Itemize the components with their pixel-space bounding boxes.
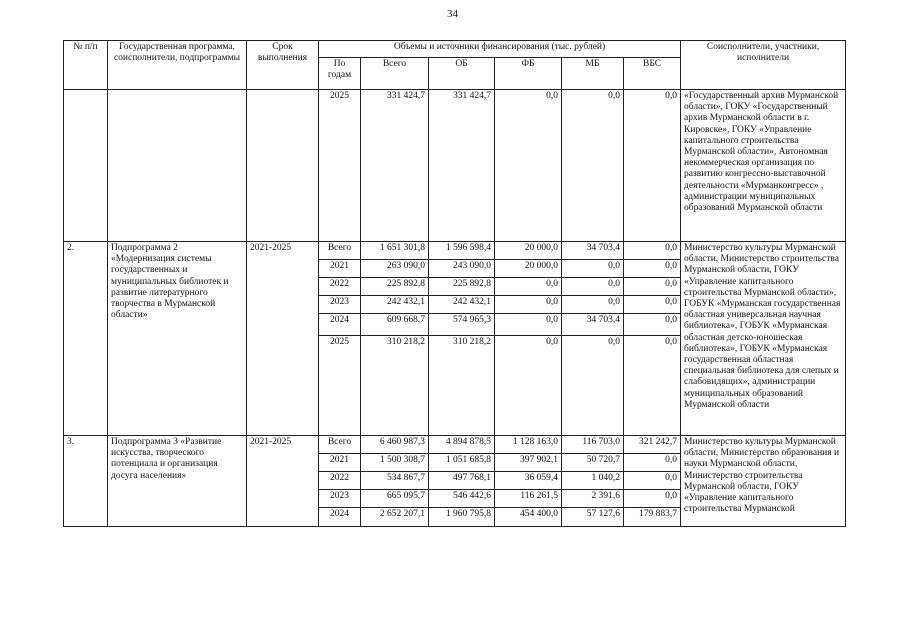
cell-term: 2021-2025 (247, 436, 319, 527)
cell-total: 242 432,1 (361, 296, 429, 314)
cell-vbs: 0,0 (624, 336, 681, 436)
cell-term: 2021-2025 (247, 242, 319, 436)
cell-ob: 497 768,1 (429, 472, 495, 490)
cell-fb: 0,0 (495, 296, 562, 314)
cell-total: 6 460 987,3 (361, 436, 429, 454)
cell-fb: 0,0 (495, 278, 562, 296)
cell-mb: 0,0 (562, 90, 624, 242)
cell-total: 665 095,7 (361, 490, 429, 508)
cell-year: 2024 (319, 314, 361, 336)
cell-vbs: 0,0 (624, 490, 681, 508)
cell-ob: 331 424,7 (429, 90, 495, 242)
header-program: Государственная программа, соисполнители, подпрограммы (108, 41, 247, 90)
funding-table (63, 40, 846, 527)
cell-fb: 1 128 163,0 (495, 436, 562, 454)
cell-vbs: 0,0 (624, 278, 681, 296)
cell-executors: Министерство культуры Мурманской области, Министерство образования и науки Мурманской области, Министерство строительства Мурманской области, ГОКУ «Управление капитального строительства Мурманской (681, 436, 846, 527)
cell-total: 263 090,0 (361, 260, 429, 278)
cell-ob: 243 090,0 (429, 260, 495, 278)
cell-total: 1 500 308,7 (361, 454, 429, 472)
cell-mb: 0,0 (562, 260, 624, 278)
cell-year: 2023 (319, 490, 361, 508)
table-body (64, 90, 846, 527)
cell-mb: 34 703,4 (562, 242, 624, 260)
cell-year: 2025 (319, 90, 361, 242)
cell-year: 2021 (319, 454, 361, 472)
cell-year: Всего (319, 242, 361, 260)
cell-vbs: 0,0 (624, 314, 681, 336)
table-row (64, 242, 846, 260)
cell-program: Подпрограмма 3 «Развитие искусства, творческого потенциала и организация досуга населения» (108, 436, 247, 527)
cell-ob: 4 894 878,5 (429, 436, 495, 454)
cell-year: 2022 (319, 278, 361, 296)
cell-fb: 116 261,5 (495, 490, 562, 508)
cell-year: 2022 (319, 472, 361, 490)
cell-num (64, 90, 108, 242)
table-row (64, 436, 846, 454)
cell-executors: Министерство культуры Мурманской области, Министерство строительства Мурманской области, ГОКУ «Управление капитального строительства Мурманской области», ГОБУК «Мурманская государственная областная универсальная научная библиотека», ГОБУК «Мурманская областная детско-юношеская библиотека», ГОБУК «Мурманская государственная областная специальная библиотека для слепых и слабовидящих», администрации муниципальных образований Мурманской области (681, 242, 846, 436)
cell-fb: 454 400,0 (495, 508, 562, 527)
cell-mb: 57 127,6 (562, 508, 624, 527)
cell-year: 2024 (319, 508, 361, 527)
cell-total: 310 218,2 (361, 336, 429, 436)
header-term: Срок выполнения (247, 41, 319, 90)
cell-program: Подпрограмма 2 «Модернизация системы государственных и муниципальных библиотек и развитие литературного творчества в Мурманской области» (108, 242, 247, 436)
cell-year: 2025 (319, 336, 361, 436)
cell-ob: 225 892,8 (429, 278, 495, 296)
cell-fb: 397 902,1 (495, 454, 562, 472)
cell-mb: 0,0 (562, 296, 624, 314)
cell-fb: 20 000,0 (495, 260, 562, 278)
cell-total: 2 652 207,1 (361, 508, 429, 527)
cell-fb: 20 000,0 (495, 242, 562, 260)
header-fb: ФБ (495, 58, 562, 90)
cell-fb: 0,0 (495, 314, 562, 336)
cell-vbs: 0,0 (624, 242, 681, 260)
cell-ob: 1 960 795,8 (429, 508, 495, 527)
cell-fb: 0,0 (495, 90, 562, 242)
cell-executors: «Государственный архив Мурманской области», ГОКУ «Государственный архив Мурманской области в г. Кировске», ГОКУ «Управление капитального строительства Мурманской области», Автономная некоммерческая организация по развитию конгрессно-выставочной деятельности «Мурманконгресс» , администрации муниципальных образований Мурманской области (681, 90, 846, 242)
cell-ob: 546 442,6 (429, 490, 495, 508)
cell-mb: 1 040,2 (562, 472, 624, 490)
cell-vbs: 0,0 (624, 454, 681, 472)
page-number: 34 (447, 8, 458, 20)
cell-vbs: 0,0 (624, 472, 681, 490)
cell-mb: 0,0 (562, 278, 624, 296)
cell-ob: 1 596 598,4 (429, 242, 495, 260)
cell-vbs: 179 883,7 (624, 508, 681, 527)
cell-year: 2023 (319, 296, 361, 314)
cell-year: Всего (319, 436, 361, 454)
header-vbs: ВБС (624, 58, 681, 90)
cell-vbs: 0,0 (624, 296, 681, 314)
cell-mb: 116 703,0 (562, 436, 624, 454)
cell-fb: 0,0 (495, 336, 562, 436)
header-executors: Соисполнители, участники, исполнители (681, 41, 846, 90)
cell-total: 534 867,7 (361, 472, 429, 490)
cell-num: 3. (64, 436, 108, 527)
cell-ob: 310 218,2 (429, 336, 495, 436)
cell-mb: 34 703,4 (562, 314, 624, 336)
header-mb: МБ (562, 58, 624, 90)
cell-year: 2021 (319, 260, 361, 278)
header-by-year: По годам (319, 58, 361, 90)
table-row (64, 90, 846, 242)
cell-fb: 36 059,4 (495, 472, 562, 490)
cell-total: 331 424,7 (361, 90, 429, 242)
cell-ob: 242 432,1 (429, 296, 495, 314)
cell-ob: 574 965,3 (429, 314, 495, 336)
cell-mb: 2 391,6 (562, 490, 624, 508)
cell-term (247, 90, 319, 242)
cell-mb: 0,0 (562, 336, 624, 436)
cell-program (108, 90, 247, 242)
cell-mb: 50 720,7 (562, 454, 624, 472)
header-num: № п/п (64, 41, 108, 90)
cell-total: 1 651 301,8 (361, 242, 429, 260)
header-ob: ОБ (429, 58, 495, 90)
header-total: Всего (361, 58, 429, 90)
cell-num: 2. (64, 242, 108, 436)
cell-vbs: 321 242,7 (624, 436, 681, 454)
cell-vbs: 0,0 (624, 90, 681, 242)
cell-total: 225 892,8 (361, 278, 429, 296)
header-funding: Объемы и источники финансирования (тыс. рублей) (319, 41, 681, 58)
cell-total: 609 668,7 (361, 314, 429, 336)
cell-ob: 1 051 685,8 (429, 454, 495, 472)
cell-vbs: 0,0 (624, 260, 681, 278)
